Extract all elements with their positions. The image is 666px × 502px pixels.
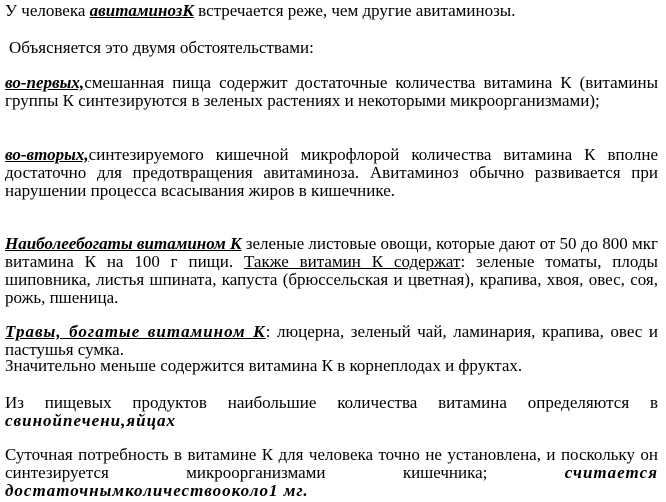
rich-sources-list: : зеленые томаты, плоды шиповника, листья шпината, капуста (брюссельская и цветная), крапива, хвоя, овес, соя, рожь, пшеница. [5,252,658,307]
paragraph-less-content: Значительно меньше содержится витамина К в корнеплодах и фруктах. [5,356,523,375]
food-products-text: Из пищевых продуктов наибольшие количества витамина определяются в [5,393,658,412]
vitamin-k-term: авитаминозК [89,1,194,20]
paragraph-rich-sources [5,235,658,307]
paragraph-first-reason [5,74,658,110]
second-reason-lead: во-вторых, [5,145,89,164]
first-reason-text: смешанная пища содержит достаточные количества витамина К (витамины группы К синтезируются в зеленых растениях и некоторыми микроорганизмами); [5,73,658,110]
rich-sources-lead: Наиболеебогаты витамином К [5,234,242,253]
first-reason-lead: во-первых, [5,73,85,92]
paragraph-explanation: Объясняется это двумя обстоятельствами: [9,38,314,57]
paragraph-herbs [5,323,658,359]
paragraph-intro [5,2,658,20]
daily-requirement-text: Суточная потребность в витамине К для человека точно не установлена, и поскольку он синтезируется микроорганизмами кишечника; [5,445,658,482]
document-page [5,0,658,502]
paragraph-food-products [5,394,658,430]
also-contains-phrase: Также витамин К содержат [243,252,461,271]
paragraph-second-reason [5,146,658,200]
intro-post-text: встречается реже, чем другие авитаминозы. [193,1,516,20]
herbs-lead: Травы, богатые витамином К [5,322,266,341]
rich-sources-text: зеленые листовые овощи, которые дают от 50 до 800 мкг витамина К на 100 г пищи. [5,234,658,271]
food-products-highlight: свинойпечени,яйцах [5,411,177,430]
second-reason-text: синтезируемого кишечной микрофлорой количества витамина К вполне достаточно для предотвращения авитаминоза. Авитаминоз обычно развивается при нарушении процесса всасывания жиров в кишечнике. [5,145,658,200]
daily-requirement-highlight: считается достаточнымколичествооколо1 мг. [5,463,658,500]
intro-pre-text: У человека [5,1,90,20]
paragraph-daily-requirement [5,446,658,500]
herbs-text: : люцерна, зеленый чай, ламинария, крапива, овес и пастушья сумка. [5,322,659,359]
